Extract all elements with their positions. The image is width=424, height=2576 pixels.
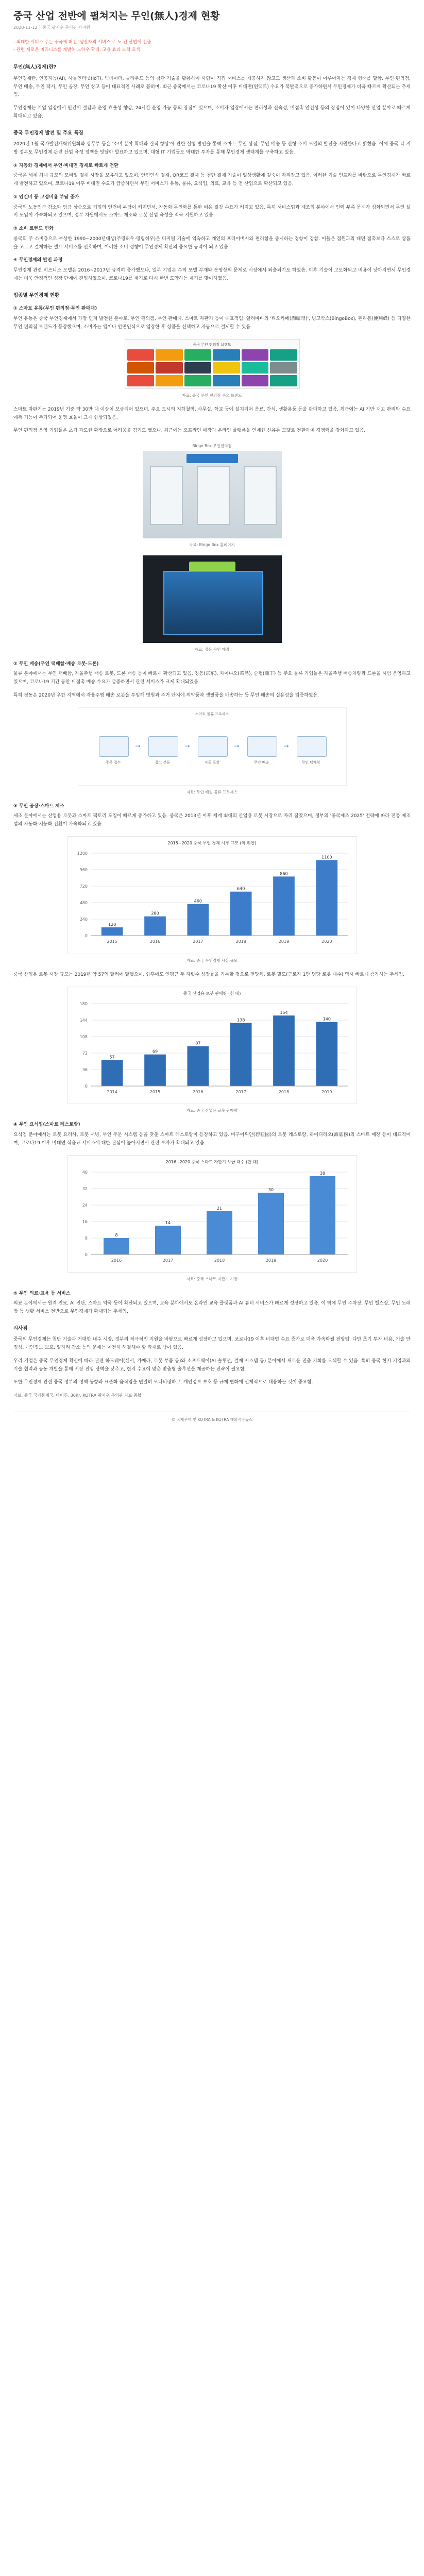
data-label: 860 bbox=[279, 871, 288, 876]
subsection-title: ⑤ 무인 의료·교육 등 서비스 bbox=[13, 1291, 71, 1296]
bar bbox=[101, 927, 123, 936]
brand-logo-image bbox=[127, 362, 155, 374]
figure-caption: 자료: 중국 산업용 로봇 판매량 bbox=[186, 1108, 238, 1113]
diagram-step-label: 자동 포장 bbox=[204, 760, 220, 765]
figure-caption: 자료: 중국 무인 편의점 주요 브랜드 bbox=[182, 393, 242, 398]
data-label: 38 bbox=[319, 1171, 325, 1176]
section-title: 시사점 bbox=[13, 1325, 28, 1331]
diagram-title: 스마트 물류 프로세스 bbox=[195, 711, 229, 716]
x-tick-label: 2015 bbox=[106, 939, 117, 944]
y-tick-label: 960 bbox=[79, 867, 88, 872]
subsection-title: ④ 무인경제의 발전 과정 bbox=[13, 258, 63, 263]
x-tick-label: 2017 bbox=[162, 1258, 173, 1263]
brand-logo-image bbox=[156, 375, 183, 386]
y-tick-label: 24 bbox=[82, 1202, 88, 1208]
x-tick-label: 2020 bbox=[321, 939, 332, 944]
y-tick-label: 72 bbox=[82, 1050, 88, 1056]
paragraph: 특히 징동은 2020년 우한 지역에서 자율주행 배송 로봇을 투입해 병원과 주거 단지에 의약품과 생필품을 배송하는 등 무인 배송의 실용성을 입증하였음. bbox=[13, 692, 319, 698]
chart-title: 중국 산업용 로봇 판매량 (천 대) bbox=[183, 991, 241, 996]
data-label: 460 bbox=[194, 899, 202, 904]
y-tick-label: 480 bbox=[79, 900, 88, 905]
chart-figure bbox=[13, 987, 411, 1105]
store-sign bbox=[186, 454, 238, 463]
footer: © 국제무역 및 KOTRA & KOTRA 해외시장뉴스 bbox=[13, 1412, 411, 1423]
paragraph: 무인경제 관련 비즈니스 모델은 2016~2017년 급격히 증가했으나, 일부 기업은 수익 모델 부재와 운영상의 문제로 시장에서 퇴출되기도 하였음. 이후 기술이 고도화되고 비용이 낮아지면서 무인경제는 더욱 안정적인 성장 단계에 진입하였으며, 코로나19를 계기로 다시 한번 도약하는 계기를 맞이하였음. bbox=[13, 268, 411, 281]
source-note: 자료: 중국 국가통계국, 바이두, 36Kr, KOTRA 광저우 무역관 자료 종합 bbox=[13, 1393, 142, 1398]
brand-logos-figure bbox=[13, 339, 411, 389]
figure-caption: 자료: 중국 무인경제 시장 규모 bbox=[186, 958, 238, 963]
figure-caption: 자료: 무인 배송 물류 프로세스 bbox=[186, 789, 238, 794]
x-tick-label: 2019 bbox=[278, 939, 289, 944]
y-tick-label: 0 bbox=[84, 1083, 88, 1089]
data-label: 640 bbox=[236, 886, 245, 891]
chart-title: 2016~2020 중국 스마트 자판기 보급 대수 (만 대) bbox=[165, 1159, 259, 1164]
logistics-diagram bbox=[78, 707, 347, 786]
chart-figure bbox=[13, 1155, 411, 1273]
brand-logo-image bbox=[213, 349, 240, 361]
chart-market-size bbox=[67, 836, 357, 954]
article-meta: 2020-11-12 │ 중국 광저우 무역관 박지원 bbox=[13, 25, 91, 30]
x-tick-label: 2019 bbox=[265, 1258, 276, 1263]
subsection-title: ④ 무인 요식업(스마트 레스토랑) bbox=[13, 1122, 80, 1128]
y-tick-label: 40 bbox=[82, 1170, 88, 1175]
data-label: 57 bbox=[109, 1054, 115, 1059]
store-front bbox=[163, 571, 263, 635]
bar bbox=[155, 1226, 181, 1255]
y-tick-label: 144 bbox=[79, 1018, 88, 1023]
data-label: 120 bbox=[108, 922, 116, 927]
diagram-step-box bbox=[99, 736, 129, 757]
paragraph: 중국의 주 소비층으로 부상한 1990~2000년대생(주링허우·링링허우)은 디지털 기술에 익숙하고 개인의 프라이버시와 편리함을 중시하는 경향이 강함. 이들은 점원과의 대면 접촉보다 스스로 상품을 고르고 결제하는 셀프 서비스를 선호하며, 이러한 소비 성향이 무인경제 확산의 중요한 동력이 되고 있음. bbox=[13, 236, 411, 250]
arrow-right-icon: → bbox=[283, 742, 289, 750]
figure-caption: 자료: 징동 무인 매장 bbox=[194, 647, 230, 652]
paragraph: 우리 기업은 중국 무인경제 확산에 따라 관련 하드웨어(센서, 카메라, 로봇 부품 등)와 소프트웨어(AI 솔루션, 결제 시스템 등) 분야에서 새로운 진출 기회를 모색할 수 있음. 특히 중국 현지 기업과의 기술 협력과 공동 개발을 통해 시장 진입 장벽을 낮추고, 현지 수요에 맞춘 맞춤형 솔루션을 제공하는 전략이 필요함. bbox=[13, 1358, 411, 1372]
paragraph: 스마트 자판기는 2019년 기준 약 30만 대 이상이 보급되어 있으며, 주요 도시의 지하철역, 사무실, 학교 등에 설치되어 음료, 간식, 생활용품 등을 판매하고 있음. 최근에는 AI 기반 재고 관리와 수요 예측 기능이 추가되어 운영 효율이 크게 향상되었음. bbox=[13, 406, 411, 420]
chart-figure bbox=[13, 836, 411, 954]
diagram-step-label: 무인 택배함 bbox=[301, 760, 320, 765]
diagram-step-label: 무인 배송 bbox=[253, 760, 269, 765]
bar bbox=[144, 1054, 166, 1086]
photo-label: Bingo Box 무인편의점 bbox=[192, 444, 232, 449]
paragraph: 물류 분야에서는 무인 택배함, 자율주행 배송 로봇, 드론 배송 등이 빠르게 확산되고 있음. 징동(京东), 차이냐오(菜鸟), 순펑(顺丰) 등 주요 물류 기업들은 자율주행 배송차량과 드론을 시범 운영하고 있으며, 코로나19 기간 동안 비접촉 배송 수요가 급증하면서 관련 서비스가 크게 확대되었음. bbox=[13, 671, 411, 685]
y-tick-label: 8 bbox=[84, 1235, 88, 1241]
take-go-photo-figure bbox=[13, 555, 411, 643]
diagram-step-box bbox=[198, 736, 228, 757]
arrow-right-icon: → bbox=[135, 742, 141, 750]
y-tick-label: 720 bbox=[79, 884, 88, 889]
diagram-step-box bbox=[148, 736, 178, 757]
paragraph: 무인 유통은 중국 무인경제에서 가장 먼저 발전한 분야로, 무인 편의점, 무인 판매대, 스마트 자판기 등이 대표적임. 알리바바의 '타오카페(淘咖啡)', 빙고박스(BingoBox), 편리봉(便利蜂) 등 다양한 무인 편의점 브랜드가 등장했으며, 소비자는 앱이나 안면인식으로 입장한 후 상품을 선택하고 자동으로 결제할 수 있음. bbox=[13, 316, 411, 330]
subsection-title: ③ 소비 트렌드 변화 bbox=[13, 226, 54, 232]
brand-logo-image bbox=[184, 375, 212, 386]
x-tick-label: 2015 bbox=[149, 1089, 160, 1094]
diagram-step-label: 주문 접수 bbox=[105, 760, 121, 765]
x-tick-label: 2018 bbox=[235, 939, 246, 944]
diagram-step-box bbox=[247, 736, 277, 757]
paragraph: 중국의 무인경제는 첨단 기술과 거대한 내수 시장, 정부의 적극적인 지원을 바탕으로 빠르게 성장하고 있으며, 코로나19 이후 비대면 수요 증가로 더욱 가속화될 전망임. 다만 초기 투자 비용, 기술 안정성, 개인정보 보호, 일자리 감소 등의 문제는 여전히 해결해야 할 과제로 남아 있음. bbox=[13, 1337, 411, 1351]
paragraph: 2020년 1월 국가발전개혁위원회와 상무부 등은 '소비 분야 확대와 질적 향상'에 관한 실행 방안을 통해 스마트 무인 상점, 무인 배송 등 신형 소비 모델의 발전을 지원한다고 밝혔음. 이에 중국 각 지방 정부도 무인경제 관련 산업 육성 정책을 잇달아 발표하고 있으며, 대형 IT 기업들도 막대한 투자를 통해 무인경제 생태계를 구축하고 있음. bbox=[13, 142, 411, 155]
data-label: 154 bbox=[279, 1010, 288, 1015]
chart-title: 2015~2020 중국 무인 경제 시장 규모 (억 위안) bbox=[167, 840, 257, 845]
chart-svg bbox=[68, 847, 357, 950]
bingo-box-store-photo bbox=[143, 451, 282, 538]
y-tick-label: 0 bbox=[84, 933, 88, 938]
bar bbox=[101, 1060, 123, 1086]
brand-logo-image bbox=[242, 362, 269, 374]
x-tick-label: 2016 bbox=[111, 1258, 122, 1263]
data-label: 14 bbox=[165, 1220, 171, 1225]
paragraph: 중국의 노동인구 감소와 임금 상승으로 기업의 인건비 부담이 커지면서, 자동화·무인화를 통한 비용 절감 수요가 커지고 있음. 특히 서비스업과 제조업 분야에서 인력 부족 문제가 심화되면서 무인 설비 도입이 가속화되고 있으며, 정부 차원에서도 스마트 제조와 로봇 산업 육성을 적극 지원하고 있음. bbox=[13, 205, 411, 218]
y-tick-label: 1200 bbox=[77, 851, 88, 856]
summary-box bbox=[13, 39, 411, 55]
brand-logo-image bbox=[270, 362, 297, 374]
data-label: 30 bbox=[268, 1187, 274, 1192]
data-label: 8 bbox=[114, 1232, 118, 1238]
x-tick-label: 2017 bbox=[192, 939, 203, 944]
y-tick-label: 32 bbox=[82, 1186, 88, 1191]
y-tick-label: 108 bbox=[79, 1034, 88, 1039]
data-label: 280 bbox=[150, 911, 159, 916]
summary-line: - 최대한 서비스 주는 중국에 퍼진 '생산자의 서비스'로 노 전 산업에 진출 bbox=[13, 39, 151, 45]
y-tick-label: 36 bbox=[82, 1067, 88, 1072]
chart-vending bbox=[67, 1155, 357, 1273]
shelf-image bbox=[150, 466, 183, 525]
diagram-step-box bbox=[297, 736, 327, 757]
data-label: 21 bbox=[216, 1206, 222, 1211]
brand-logo-image bbox=[184, 349, 212, 361]
bar bbox=[207, 1211, 232, 1255]
unmanned-store-night-photo bbox=[143, 555, 282, 643]
chart-robot-sales bbox=[67, 987, 357, 1105]
y-tick-label: 0 bbox=[84, 1252, 88, 1257]
brand-logo-image bbox=[127, 349, 155, 361]
figure-caption: 자료: Bingo Box 홈페이지 bbox=[189, 543, 235, 548]
data-label: 140 bbox=[323, 1016, 331, 1022]
y-tick-label: 240 bbox=[79, 917, 88, 922]
paragraph: 무인경제는 기업 입장에서 인건비 절감과 운영 효율성 향상, 24시간 운영 가능 등의 장점이 있으며, 소비자 입장에서는 편리성과 신속성, 비접촉 안전성 등의 장점이 있어 다양한 산업 분야로 빠르게 확대되고 있음. bbox=[13, 106, 411, 119]
brand-logos-grid bbox=[125, 339, 300, 389]
x-tick-label: 2017 bbox=[235, 1089, 246, 1094]
paragraph: 제조 분야에서는 산업용 로봇과 스마트 팩토리 도입이 빠르게 증가하고 있음. 중국은 2013년 이후 세계 최대의 산업용 로봇 시장으로 자리 잡았으며, 정부의 '중국제조 2025' 전략에 따라 전통 제조업의 자동화·지능화 전환이 가속화되고 있음. bbox=[13, 814, 411, 827]
brand-logo-image bbox=[213, 362, 240, 374]
x-tick-label: 2016 bbox=[192, 1089, 203, 1094]
data-label: 69 bbox=[152, 1049, 158, 1054]
shelf-image bbox=[244, 466, 277, 525]
subsection-title: ① 스마트 유통(무인 편의점·무인 판매대) bbox=[13, 306, 97, 312]
paragraph: 중국은 세계 최대 규모의 모바일 결제 시장을 보유하고 있으며, 안면인식 결제, QR코드 결제 등 첨단 결제 기술이 일상생활에 깊숙이 자리잡고 있음. 이러한 기술 인프라를 바탕으로 무인경제가 빠르게 발전하고 있으며, 코로나19 이후 비대면 수요가 급증하면서 무인 서비스가 유통, 물류, 요식업, 의료, 교육 등 전 산업으로 확산되고 있음. bbox=[13, 173, 411, 187]
chart-svg bbox=[68, 997, 357, 1100]
x-tick-label: 2018 bbox=[214, 1258, 225, 1263]
x-tick-label: 2019 bbox=[321, 1089, 332, 1094]
paragraph: 무인 편의점 운영 기업들은 초기 과도한 확장으로 어려움을 겪기도 했으나, 최근에는 오프라인 매장과 온라인 플랫폼을 연계한 신유통 모델로 전환하며 경쟁력을 강화하고 있음. bbox=[13, 428, 366, 434]
intro-title: 무인(無人)경제(란? bbox=[13, 64, 57, 71]
bar bbox=[104, 1238, 129, 1255]
data-label: 138 bbox=[236, 1017, 245, 1022]
summary-line: - 관련 새로운 비즈니스를 개발해 노하우 확대, 고용 효과 노력 모색 bbox=[13, 47, 141, 53]
bar bbox=[187, 904, 209, 936]
subsection-title: ① 자동화 경제에서 무인·비대면 경제로 빠르게 전환 bbox=[13, 163, 118, 168]
bar bbox=[258, 1193, 284, 1255]
brand-logo-image bbox=[213, 375, 240, 386]
logo-cells bbox=[127, 349, 297, 386]
section-title: 업종별 무인경제 현황 bbox=[13, 292, 60, 298]
data-label: 1100 bbox=[321, 855, 332, 860]
subsection-title: ③ 무인 공장·스마트 제조 bbox=[13, 803, 64, 809]
bar bbox=[230, 892, 251, 936]
paragraph: 중국 산업용 로봇 시장 규모는 2019년 약 57억 달러에 달했으며, 향후에도 연평균 두 자릿수 성장률을 기록할 것으로 전망됨. 로봇 밀도(근로자 1만 명당 로봇 대수) 역시 빠르게 증가하는 추세임. bbox=[13, 972, 404, 977]
x-tick-label: 2016 bbox=[149, 939, 160, 944]
bar bbox=[310, 1176, 335, 1255]
diagram-step-label: 창고 분류 bbox=[155, 760, 171, 765]
paragraph: 의료 분야에서는 원격 진료, AI 진단, 스마트 약국 등이 확산되고 있으며, 교육 분야에서도 온라인 교육 플랫폼과 AI 튜터 서비스가 빠르게 성장하고 있음. 이 밖에 무인 주차장, 무인 헬스장, 무인 노래방 등 생활 서비스 전반으로 무인경제가 확대되는 추세임. bbox=[13, 1301, 411, 1315]
bingo-box-photo-figure bbox=[13, 443, 411, 538]
shelf-image bbox=[197, 466, 230, 525]
bar bbox=[230, 1023, 251, 1086]
subsection-title: ② 무인 배송(무인 택배함·배송 로봇·드론) bbox=[13, 661, 99, 667]
arrow-right-icon: → bbox=[184, 742, 190, 750]
paragraph: 요식업 분야에서는 로봇 요리사, 로봇 서빙, 무인 주문 시스템 등을 갖춘 스마트 레스토랑이 등장하고 있음. 비구이위안(碧桂园)의 로봇 레스토랑, 하이디라오(海底捞)의 스마트 매장 등이 대표적이며, 코로나19 이후 비대면 식음료 서비스에 대한 관심이 높아지면서 관련 투자가 확대되고 있음. bbox=[13, 1132, 411, 1146]
paragraph: 또한 무인경제 관련 중국 정부의 정책 동향과 표준화 움직임을 면밀히 모니터링하고, 개인정보 보호 등 규제 변화에 선제적으로 대응하는 것이 중요함. bbox=[13, 1380, 313, 1385]
bar bbox=[273, 1015, 295, 1086]
brand-logo-image bbox=[242, 375, 269, 386]
y-tick-label: 180 bbox=[79, 1001, 88, 1006]
brand-logo-image bbox=[127, 375, 155, 386]
x-tick-label: 2014 bbox=[106, 1089, 117, 1094]
data-label: 87 bbox=[195, 1041, 200, 1046]
bar bbox=[187, 1046, 209, 1086]
chart-svg bbox=[68, 1166, 357, 1269]
brand-logo-image bbox=[156, 362, 183, 374]
bar bbox=[316, 860, 337, 936]
subsection-title: ② 인건비 등 고정비용 부담 증가 bbox=[13, 194, 79, 200]
section-title: 중국 무인경제 발전 및 주요 특징 bbox=[13, 130, 83, 136]
y-tick-label: 16 bbox=[82, 1219, 88, 1224]
brand-logo-image bbox=[184, 362, 212, 374]
paragraph: 무인경제란, 인공지능(AI), 사물인터넷(IoT), 빅데이터, 클라우드 등의 첨단 기술을 활용하여 사람이 직접 서비스를 제공하지 않고도 생산과 소비 활동이 이루어지는 경제 형태를 말함. 무인 편의점, 무인 배송, 무인 택시, 무인 공장, 무인 창고 등이 대표적인 사례로 꼽히며, 최근 중국에서는 코로나19 확산 이후 비대면(언택트) 수요가 폭발적으로 증가하면서 무인경제가 더욱 빠르게 확산되는 추세임. bbox=[13, 76, 411, 98]
brand-logo-image bbox=[242, 349, 269, 361]
figure-caption: 자료: 중국 스마트 자판기 시장 bbox=[186, 1277, 238, 1282]
brand-logo-image bbox=[270, 375, 297, 386]
x-tick-label: 2020 bbox=[317, 1258, 328, 1263]
figure-title: 중국 무인 편의점 브랜드 bbox=[193, 342, 231, 347]
x-tick-label: 2018 bbox=[278, 1089, 289, 1094]
bar bbox=[144, 917, 166, 936]
brand-logo-image bbox=[270, 349, 297, 361]
article-title: 중국 산업 전반에 펼쳐지는 무인(無人)경제 현황 bbox=[13, 10, 220, 22]
arrow-right-icon: → bbox=[234, 742, 240, 750]
logistics-diagram-figure bbox=[13, 707, 411, 786]
bar bbox=[316, 1022, 337, 1086]
brand-logo-image bbox=[156, 349, 183, 361]
bar bbox=[273, 876, 295, 936]
